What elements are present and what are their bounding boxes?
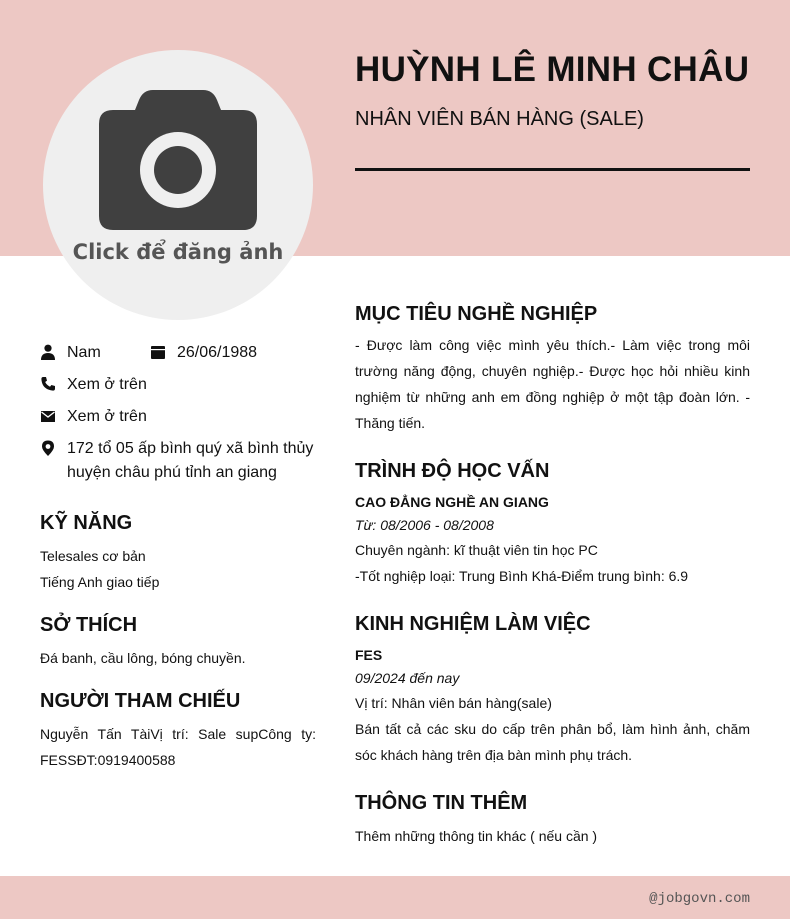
avatar-upload-label: Click để đăng ảnh bbox=[72, 240, 284, 264]
objective-title: MỤC TIÊU NGHỀ NGHIỆP bbox=[355, 303, 598, 325]
birthday-row bbox=[150, 341, 257, 365]
job-title: NHÂN VIÊN BÁN HÀNG (SALE) bbox=[355, 108, 644, 130]
experience-company: FES bbox=[355, 647, 383, 663]
footer-brand: @jobgovn.com bbox=[649, 891, 750, 907]
calendar-icon bbox=[150, 344, 166, 360]
camera-icon bbox=[97, 90, 259, 230]
skill-item: Tiếng Anh giao tiếp bbox=[40, 574, 160, 590]
hobbies-title: SỞ THÍCH bbox=[40, 614, 138, 636]
experience-period: 09/2024 đến nay bbox=[355, 670, 460, 686]
avatar-upload[interactable] bbox=[43, 50, 313, 320]
candidate-name: HUỲNH LÊ MINH CHÂU bbox=[355, 50, 750, 89]
education-school: CAO ĐẲNG NGHỀ AN GIANG bbox=[355, 494, 549, 510]
experience-title: KINH NGHIỆM LÀM VIỆC bbox=[355, 613, 591, 635]
references-title: NGƯỜI THAM CHIẾU bbox=[40, 690, 241, 712]
education-title: TRÌNH ĐỘ HỌC VẤN bbox=[355, 460, 550, 482]
education-major: Chuyên ngành: kĩ thuật viên tin học PC bbox=[355, 542, 598, 558]
gender-row bbox=[40, 341, 101, 365]
phone-value: Xem ở trên bbox=[67, 376, 147, 393]
email-value: Xem ở trên bbox=[67, 408, 147, 425]
skills-title: KỸ NĂNG bbox=[40, 512, 133, 534]
email-icon bbox=[40, 408, 56, 424]
phone-row bbox=[40, 373, 147, 397]
objective-text: - Được làm công việc mình yêu thích.- Làm việc trong môi trường năng động, chuyên nghiệp.- Được học hỏi nhiều kinh nghiệm từ những anh em đồng nghiệp ở một tập đoàn lớn. - Thăng tiến. bbox=[355, 337, 750, 431]
references-text: Nguyễn Tấn TàiVị trí: Sale supCông ty: FESSĐT:0919400588 bbox=[40, 726, 316, 768]
person-icon bbox=[40, 344, 56, 360]
email-row bbox=[40, 405, 147, 429]
additional-text: Thêm những thông tin khác ( nếu cần ) bbox=[355, 828, 598, 844]
location-pin-icon bbox=[40, 440, 56, 456]
skill-item: Telesales cơ bản bbox=[40, 548, 146, 564]
birthday-value: 26/06/1988 bbox=[177, 344, 258, 361]
education-period: Từ: 08/2006 - 08/2008 bbox=[355, 517, 494, 533]
header-divider bbox=[355, 168, 750, 171]
address-row bbox=[40, 437, 320, 485]
additional-title: THÔNG TIN THÊM bbox=[355, 792, 528, 814]
experience-description: Bán tất cả các sku do cấp trên phân bổ, làm hình ảnh, chăm sóc khách hàng trên địa bàn mình phụ trách. bbox=[355, 721, 750, 763]
experience-position: Vị trí: Nhân viên bán hàng(sale) bbox=[355, 695, 552, 711]
education-grade: -Tốt nghiệp loại: Trung Bình Khá-Điểm trung bình: 6.9 bbox=[355, 568, 689, 584]
address-value: 172 tổ 05 ấp bình quý xã bình thủy huyện châu phú tỉnh an giang bbox=[67, 440, 314, 481]
phone-icon bbox=[40, 376, 56, 392]
hobbies-text: Đá banh, cầu lông, bóng chuyền. bbox=[40, 650, 246, 666]
gender-value: Nam bbox=[67, 344, 101, 361]
